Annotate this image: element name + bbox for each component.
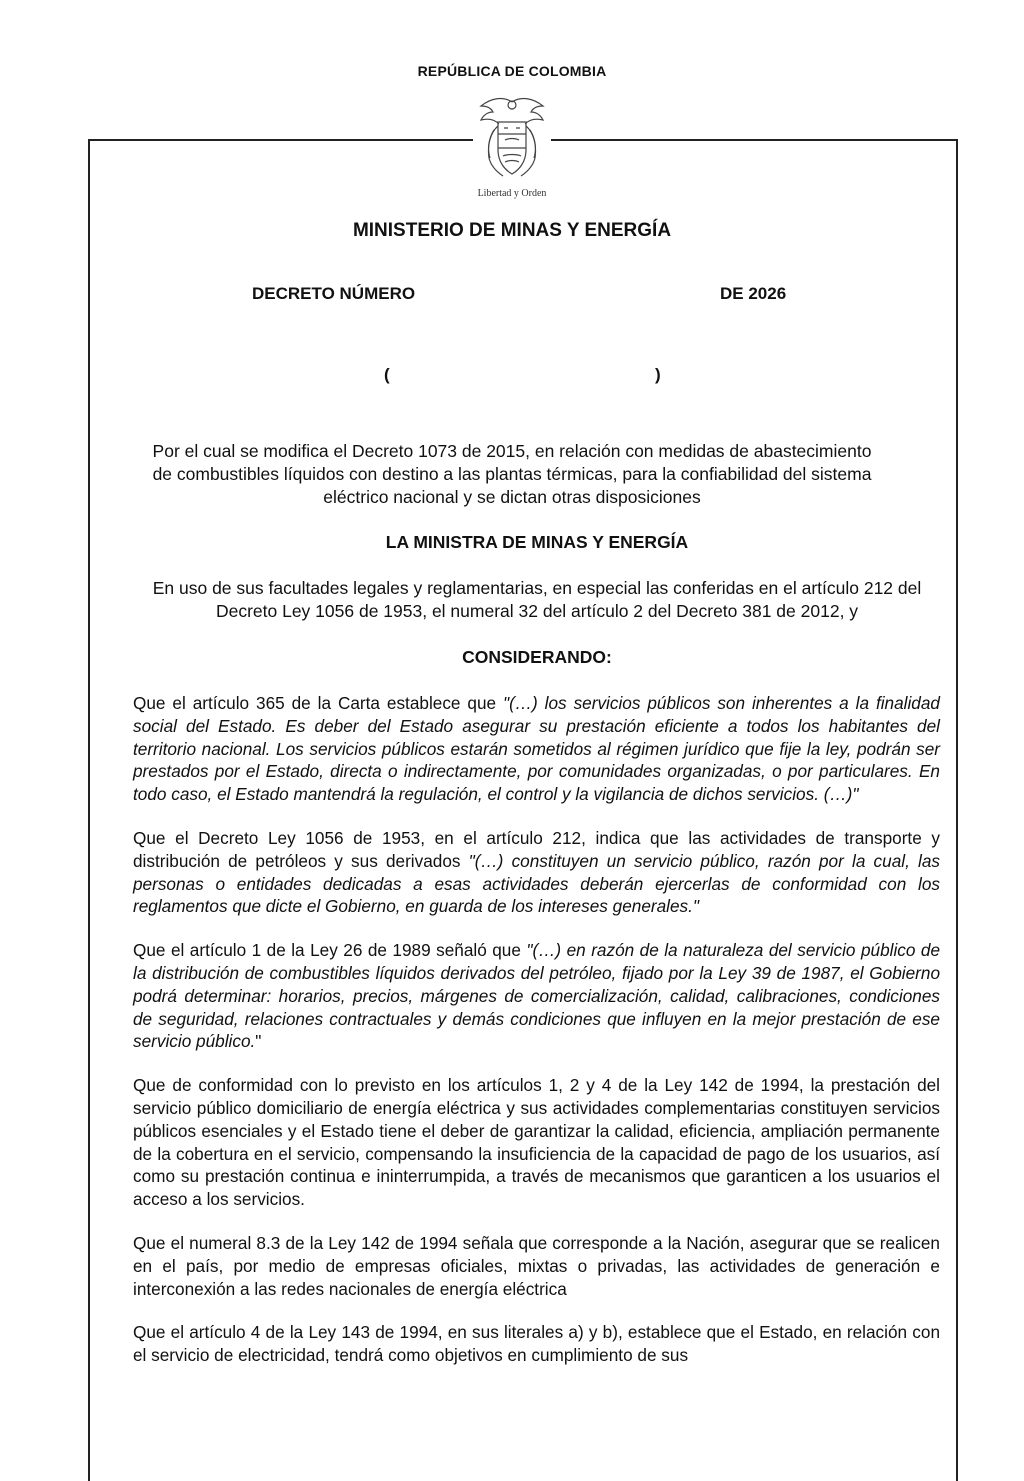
consideration-paragraph (133, 1321, 940, 1367)
decree-date-paren-open: ( (384, 365, 390, 384)
decree-date-paren-close: ) (655, 365, 661, 384)
republic-title: REPÚBLICA DE COLOMBIA (417, 63, 607, 79)
considerations-body (133, 692, 940, 1388)
consideration-paragraph (133, 939, 940, 1053)
paragraph-outro: " (255, 1031, 262, 1052)
paragraph-quote: "(…) constituyen un servicio público, razón por la cual, las personas o entidades dedicadas a esas actividades deberán ejercerlas de conformidad con los reglamentos que dicte el Gobierno, en guarda de los intereses generales." (133, 850, 940, 917)
paragraph-intro: Que el artículo 4 de la Ley 143 de 1994, en sus literales a) y b), establece que el Estado, en relación con el servicio de electricidad, tendrá como objetivos en cumplimiento de sus (133, 1322, 940, 1366)
paragraph-quote: "(…) en razón de la naturaleza del servicio público de la distribución de combustibles líquidos derivados del petróleo, fijado por la Ley 39 de 1987, el Gobierno podrá determinar: horarios, precios, márgenes de comercialización, calidad, calibraciones, condiciones de seguridad, relaciones contractuales y demás condiciones que influyen en la mejor prestación de ese servicio público. (133, 940, 940, 1052)
seal-motto: Libertad y Orden (477, 188, 547, 199)
consideration-paragraph (133, 1074, 940, 1211)
coat-of-arms-icon (473, 92, 551, 188)
decree-year-label: DE 2026 (720, 284, 787, 303)
paragraph-intro: Que el Decreto Ley 1056 de 1953, en el artículo 212, indica que las actividades de transporte y distribución de petróleos y sus derivados (133, 827, 940, 871)
minister-heading: LA MINISTRA DE MINAS Y ENERGÍA (385, 532, 689, 552)
paragraph-intro: Que el artículo 365 de la Carta establece que (133, 693, 504, 713)
consideration-paragraph (133, 692, 940, 806)
paragraph-intro: Que el numeral 8.3 de la Ley 142 de 1994 señala que corresponde a la Nación, asegurar que se realicen en el país, por medio de empresas oficiales, mixtas o privadas, las actividades de generación e interconexión a las redes nacionales de energía eléctrica (133, 1232, 940, 1299)
coat-of-arms-seal (473, 92, 551, 204)
faculties-paragraph: En uso de sus facultades legales y reglamentarias, en especial las conferidas en el artículo 212 del Decreto Ley 1056 de 1953, el numeral 32 del artículo 2 del Decreto 381 de 2012, y (152, 578, 922, 621)
ministry-title: MINISTERIO DE MINAS Y ENERGÍA (352, 220, 672, 241)
considering-heading: CONSIDERANDO: (462, 647, 612, 667)
consideration-paragraph (133, 827, 940, 918)
decree-subject: Por el cual se modifica el Decreto 1073 de 2015, en relación con medidas de abastecimiento de combustibles líquidos con destino a las plantas térmicas, para la confiabilidad del sistema eléctrico nacional y se dictan otras disposiciones (152, 441, 872, 507)
consideration-paragraph (133, 1232, 940, 1300)
paragraph-intro: Que de conformidad con lo previsto en los artículos 1, 2 y 4 de la Ley 142 de 1994, la prestación del servicio público domiciliario de energía eléctrica y sus actividades complementarias constituyen servicios públicos esenciales y el Estado tiene el deber de garantizar la calidad, eficiencia, ampliación permanente de la cobertura en el servicio, compensando la insuficiencia de la capacidad de pago de los usuarios, así como su prestación continua e ininterrumpida, a través de mecanismos que garanticen a los usuarios el acceso a los servicios. (133, 1075, 940, 1210)
decree-number-label: DECRETO NÚMERO (252, 284, 416, 303)
paragraph-quote: "(…) los servicios públicos son inherentes a la finalidad social del Estado. Es deber del Estado asegurar su prestación eficiente a todos los habitantes del territorio nacional. Los servicios públicos estarán sometidos al régimen jurídico que fije la ley, podrán ser prestados por el Estado, directa o indirectamente, por comunidades organizadas, o por particulares. En todo caso, el Estado mantendrá la regulación, el control y la vigilancia de dichos servicios. (…)" (133, 693, 940, 805)
paragraph-intro: Que el artículo 1 de la Ley 26 de 1989 señaló que (133, 940, 527, 961)
